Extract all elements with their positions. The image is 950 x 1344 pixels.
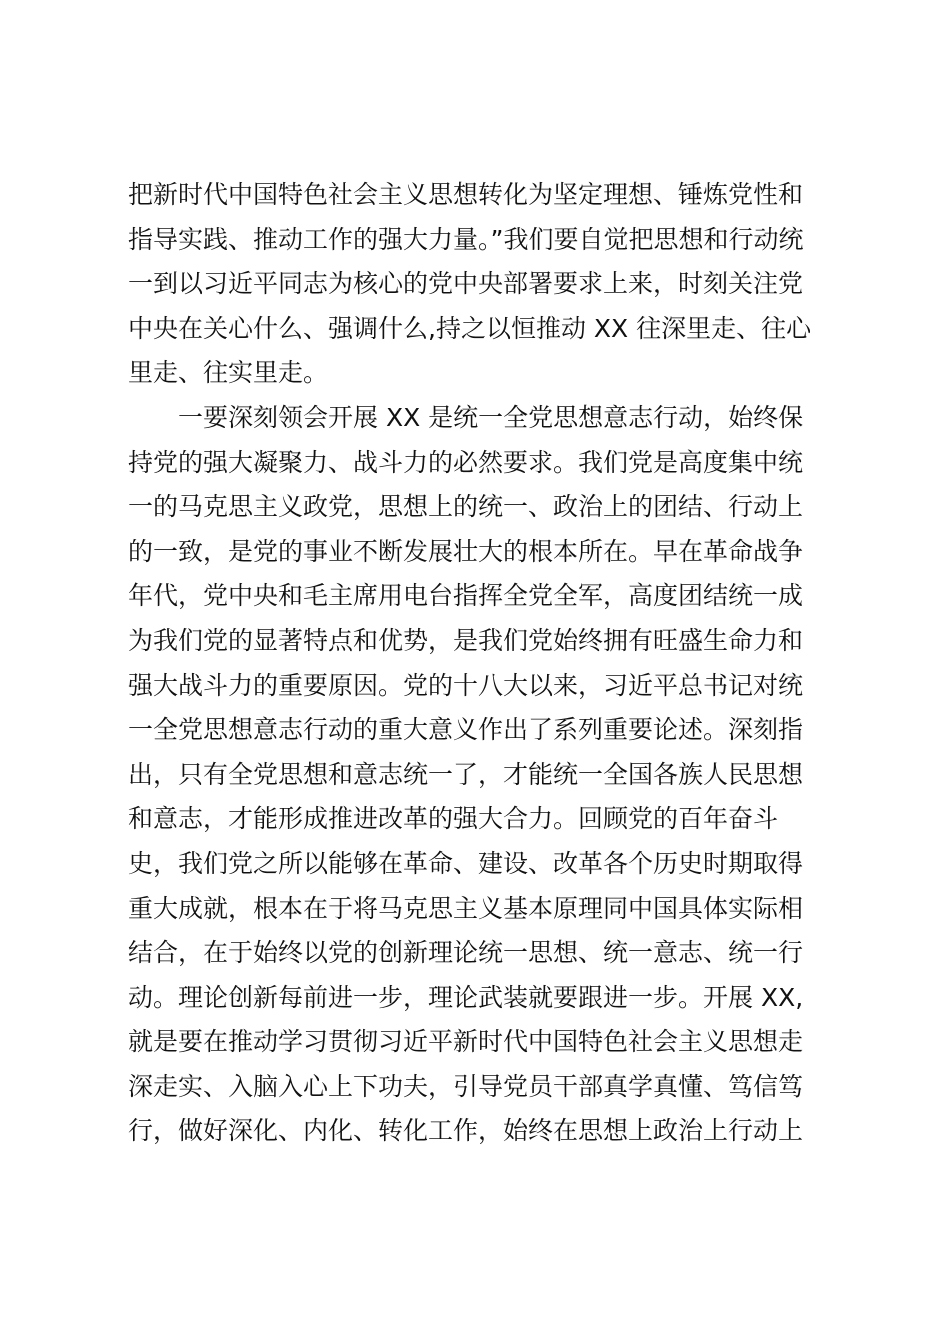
text-line: 重大成就，根本在于将马克思主义基本原理同中国具体实际相	[128, 893, 804, 923]
paragraph-2	[128, 396, 828, 1154]
text-line: 年代，党中央和毛主席用电台指挥全党全军，高度团结统一成	[128, 581, 804, 611]
text-line: 指导实践、推动工作的强大力量。”我们要自觉把思想和行动统	[128, 224, 804, 254]
text-line: 一要深刻领会开展 XX 是统一全党思想意志行动，始终保	[178, 402, 804, 432]
text-line: 把新时代中国特色社会主义思想转化为坚定理想、锤炼党性和	[128, 180, 804, 209]
text-line: 结合，在于始终以党的创新理论统一思想、统一意志、统一行	[128, 938, 804, 968]
text-line: 一的马克思主义政党，思想上的统一、政治上的团结、行动上	[128, 492, 804, 522]
document-body	[128, 173, 828, 1154]
text-line: 为我们党的显著特点和优势，是我们党始终拥有旺盛生命力和	[128, 625, 804, 655]
text-line: 里走、往实里走。	[128, 358, 329, 388]
text-line: 行，做好深化、内化、转化工作，始终在思想上政治上行动上	[128, 1116, 804, 1146]
text-line: 一全党思想意志行动的重大意义作出了系列重要论述。深刻指	[128, 715, 804, 745]
text-line: 和意志，才能形成推进改革的强大合力。回顾党的百年奋斗	[128, 804, 779, 834]
text-line: 持党的强大凝聚力、战斗力的必然要求。我们党是高度集中统	[128, 447, 804, 477]
text-line: 强大战斗力的重要原因。党的十八大以来，习近平总书记对统	[128, 670, 804, 700]
text-line: 一到以习近平同志为核心的党中央部署要求上来，时刻关注党	[128, 269, 804, 299]
paragraph-1	[128, 173, 828, 396]
text-line: 动。理论创新每前进一步，理论武装就要跟进一步。开展 XX,	[128, 982, 804, 1012]
text-line: 的一致，是党的事业不断发展壮大的根本所在。早在革命战争	[128, 536, 804, 566]
text-line: 出，只有全党思想和意志统一了，才能统一全国各族人民思想	[128, 759, 804, 789]
text-line: 就是要在推动学习贯彻习近平新时代中国特色社会主义思想走	[128, 1027, 804, 1057]
text-line: 深走实、入脑入心上下功夫，引导党员干部真学真懂、笃信笃	[128, 1071, 804, 1101]
text-line: 史，我们党之所以能够在革命、建设、改革各个历史时期取得	[128, 848, 804, 878]
text-line: 中央在关心什么、强调什么,持之以恒推动 XX 往深里走、往心	[128, 313, 812, 343]
